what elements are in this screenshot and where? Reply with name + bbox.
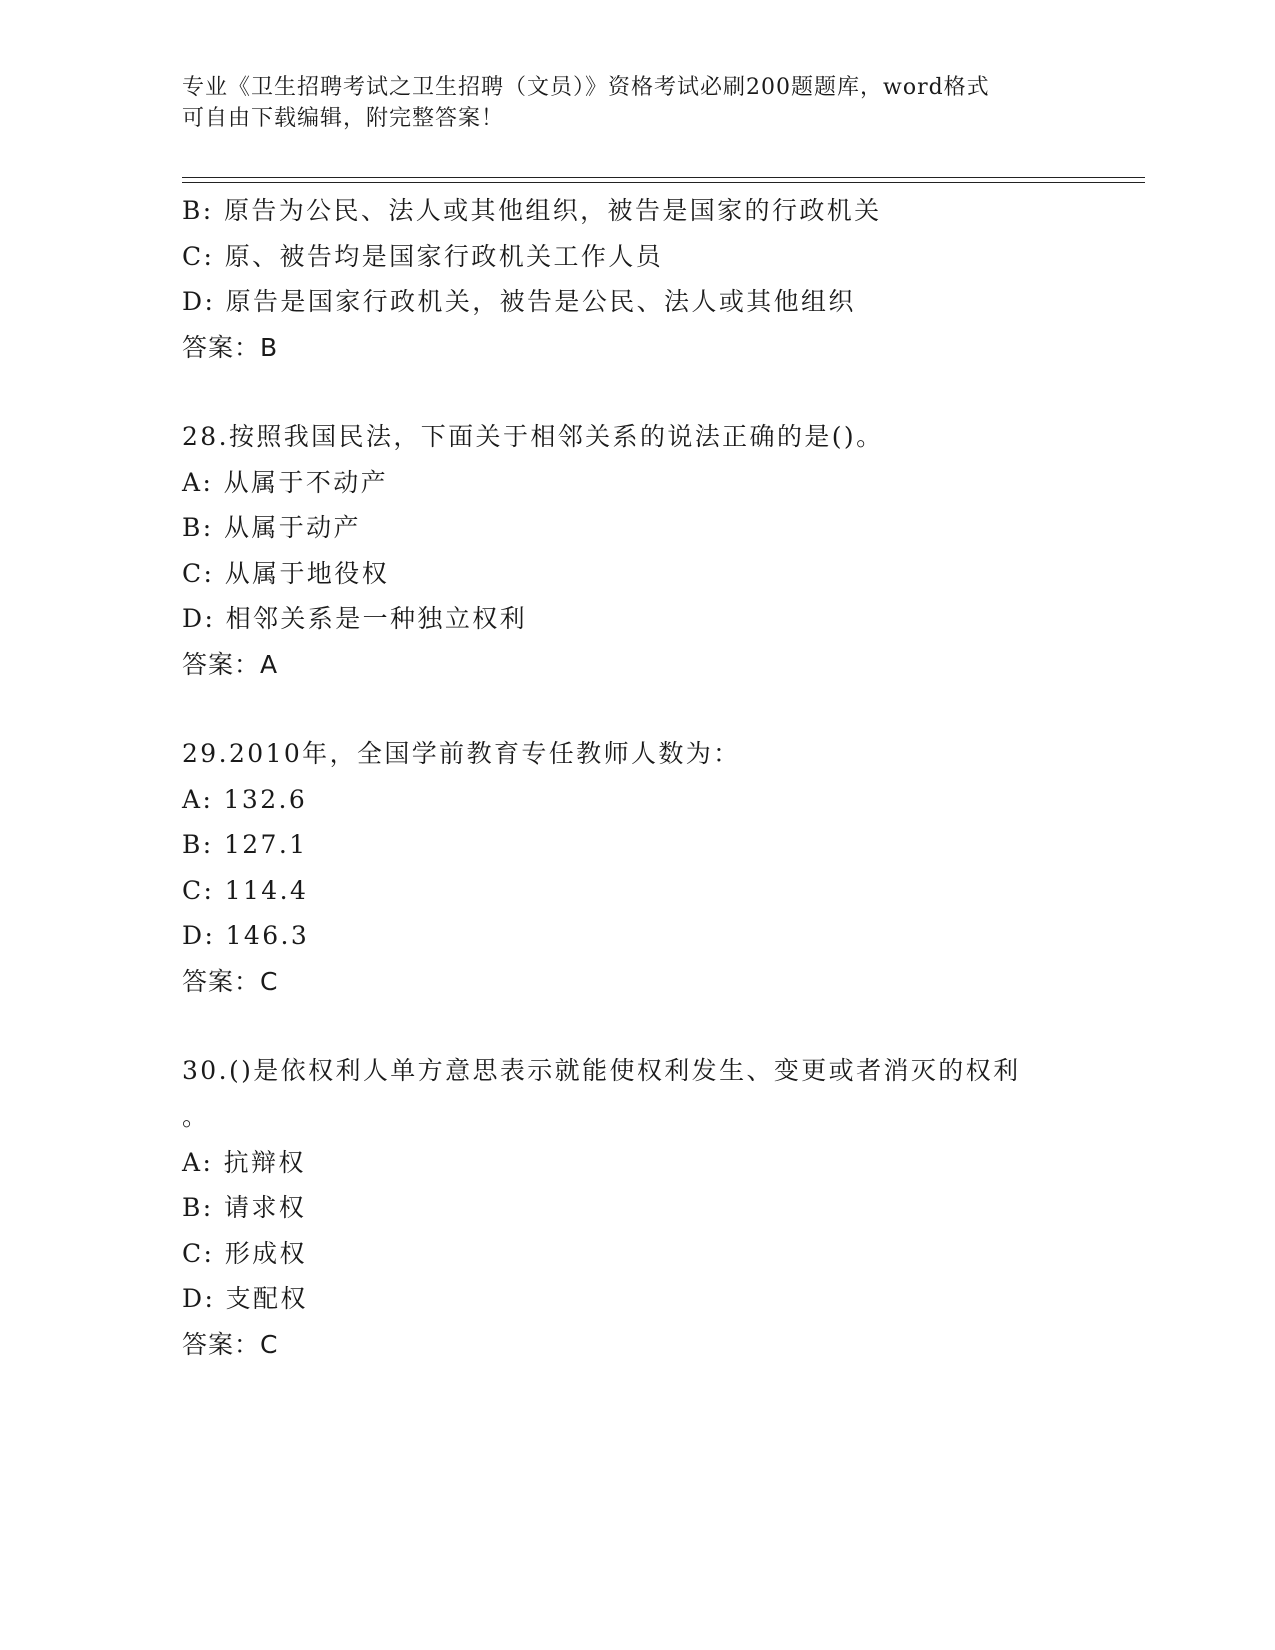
question-30 [182, 1048, 1082, 1367]
option-b: B: 请求权 [182, 1193, 307, 1222]
spacer [182, 687, 1082, 731]
header-line-1: 专业《卫生招聘考试之卫生招聘（文员）》资格考试必刷200题题库，word格式 [182, 75, 990, 100]
question-list [182, 188, 1082, 1367]
option-b: B: 127.1 [182, 830, 308, 859]
question-title: 30.()是依权利人单方意思表示就能使权利发生、变更或者消灭的权利 [182, 1056, 1021, 1085]
option-b: B: 原告为公民、法人或其他组织，被告是国家的行政机关 [182, 196, 882, 225]
spacer [182, 370, 1082, 414]
answer: 答案：B [182, 332, 279, 362]
option-a: A: 132.6 [182, 784, 308, 814]
question-29 [182, 731, 1082, 1004]
header-line-2: 可自由下载编辑，附完整答案！ [182, 106, 505, 131]
option-c: C: 从属于地役权 [182, 558, 390, 588]
option-d: D: 相邻关系是一种独立权利 [182, 604, 528, 633]
question-28 [182, 414, 1082, 687]
question-title: 28.按照我国民法，下面关于相邻关系的说法正确的是()。 [182, 422, 884, 451]
answer: 答案：A [182, 649, 279, 679]
question-title: 29.2010年，全国学前教育专任教师人数为： [182, 739, 741, 768]
option-c: C: 形成权 [182, 1238, 307, 1268]
answer: 答案：C [182, 1329, 279, 1359]
option-d: D: 146.3 [182, 921, 310, 950]
document-header [182, 72, 1062, 134]
question-27-tail [182, 188, 1082, 370]
option-a: A: 从属于不动产 [182, 467, 389, 497]
answer: 答案：C [182, 966, 279, 996]
option-c: C: 原、被告均是国家行政机关工作人员 [182, 241, 664, 271]
header-divider-bottom [182, 182, 1145, 183]
spacer [182, 1004, 1082, 1048]
option-c: C: 114.4 [182, 875, 309, 905]
header-divider-top [182, 177, 1145, 178]
option-d: D: 支配权 [182, 1284, 308, 1313]
question-title-continuation: 。 [182, 1101, 210, 1131]
option-a: A: 抗辩权 [182, 1147, 306, 1177]
option-b: B: 从属于动产 [182, 513, 361, 542]
option-d: D: 原告是国家行政机关，被告是公民、法人或其他组织 [182, 287, 856, 316]
